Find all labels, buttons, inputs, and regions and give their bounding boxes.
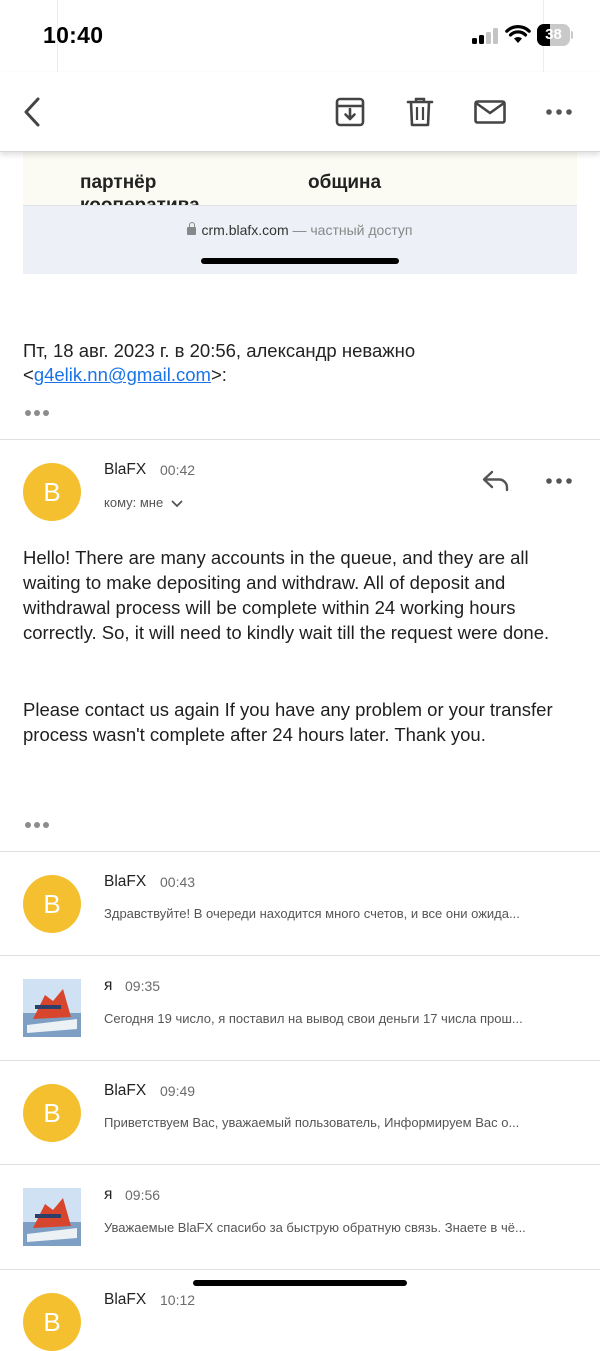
sender-name: BlaFX bbox=[104, 873, 147, 890]
divider bbox=[0, 1269, 600, 1270]
reply-icon bbox=[482, 470, 510, 492]
message-snippet: Приветствуем Вас, уважаемый пользователь, Информируем Вас о... bbox=[104, 1115, 520, 1130]
cellular-signal-icon bbox=[472, 28, 500, 44]
divider bbox=[0, 1164, 600, 1165]
url-suffix: — частный доступ bbox=[288, 222, 413, 238]
user-photo-avatar bbox=[23, 979, 81, 1037]
message-snippet: Здравствуйте! В очереди находится много счетов, и все они ожида... bbox=[104, 906, 520, 921]
archive-icon bbox=[335, 97, 365, 127]
divider bbox=[0, 439, 600, 440]
recipient-label: кому: мне bbox=[104, 495, 164, 510]
delete-button[interactable] bbox=[398, 90, 442, 134]
photo-thumbnail-icon bbox=[23, 979, 81, 1037]
user-photo-avatar bbox=[23, 1188, 81, 1246]
photo-thumbnail-icon bbox=[23, 1188, 81, 1246]
divider bbox=[0, 851, 600, 852]
avatar: B bbox=[23, 875, 81, 933]
home-indicator-in-image bbox=[201, 258, 399, 264]
recipient-details-toggle[interactable] bbox=[104, 495, 183, 510]
more-options-button[interactable] bbox=[537, 90, 581, 134]
sender-email-link[interactable]: g4elik.nn@gmail.com bbox=[33, 364, 211, 385]
sender-name: BlaFX bbox=[104, 461, 147, 478]
avatar[interactable]: B bbox=[23, 463, 81, 521]
message-snippet: Уважаемые BlaFX спасибо за быструю обратную связь. Знаете в чё... bbox=[104, 1220, 526, 1235]
message-more-button[interactable] bbox=[537, 459, 581, 503]
url-domain: crm.blafx.com bbox=[201, 222, 289, 238]
message-time: 09:49 bbox=[160, 1083, 196, 1099]
envelope-icon bbox=[474, 100, 506, 124]
message-time: 00:43 bbox=[160, 874, 196, 890]
reply-button[interactable] bbox=[474, 459, 518, 503]
avatar: B bbox=[23, 1084, 81, 1142]
status-bar bbox=[0, 0, 600, 72]
trash-icon bbox=[407, 97, 433, 127]
avatar: B bbox=[23, 1293, 81, 1351]
message-time: 09:35 bbox=[125, 978, 161, 994]
message-time: 09:56 bbox=[125, 1187, 161, 1203]
more-horizontal-icon bbox=[546, 109, 572, 115]
browser-url-bar bbox=[23, 205, 577, 274]
battery-icon bbox=[537, 24, 573, 46]
back-button[interactable] bbox=[10, 90, 54, 134]
sender-name: BlaFX bbox=[104, 1291, 147, 1308]
lock-icon bbox=[187, 227, 196, 235]
sender-name: я bbox=[104, 977, 113, 994]
chevron-down-icon bbox=[171, 500, 183, 508]
show-trimmed-content-button[interactable] bbox=[25, 822, 49, 828]
archive-button[interactable] bbox=[328, 90, 372, 134]
quoted-image-word: партнёр bbox=[80, 172, 157, 193]
chevron-left-icon bbox=[21, 96, 43, 128]
battery-level: 38 bbox=[545, 26, 562, 43]
message-snippet: Сегодня 19 число, я поставил на вывод свои деньги 17 числа прош... bbox=[104, 1011, 523, 1026]
divider bbox=[0, 1060, 600, 1061]
quoted-reply-header: Пт, 18 авг. 2023 г. в 20:56, александр неважно <g4elik.nn@gmail.com>: bbox=[23, 340, 416, 385]
message-time: 10:12 bbox=[160, 1292, 196, 1308]
message-body-paragraph: Please contact us again If you have any problem or your transfer process wasn't complete after 24 hours later. Thank you. bbox=[23, 699, 553, 745]
status-time: 10:40 bbox=[43, 22, 104, 48]
message-toolbar bbox=[0, 72, 600, 152]
divider bbox=[0, 955, 600, 956]
quoted-screenshot-image bbox=[23, 152, 577, 274]
home-indicator bbox=[193, 1280, 407, 1286]
message-time: 00:42 bbox=[160, 462, 196, 478]
more-horizontal-icon bbox=[546, 478, 572, 484]
message-body-paragraph: Hello! There are many accounts in the queue, and they are all waiting to make depositing and withdraw. All of deposit and withdrawal process will be complete within 24 working hours correctly. So, it will need to kindly wait till the request were done. bbox=[23, 547, 550, 643]
show-trimmed-content-button[interactable] bbox=[25, 410, 49, 416]
wifi-icon bbox=[505, 25, 531, 45]
sender-name: BlaFX bbox=[104, 1082, 147, 1099]
mark-unread-button[interactable] bbox=[468, 90, 512, 134]
quoted-image-word: община bbox=[308, 172, 382, 193]
sender-name: я bbox=[104, 1186, 113, 1203]
